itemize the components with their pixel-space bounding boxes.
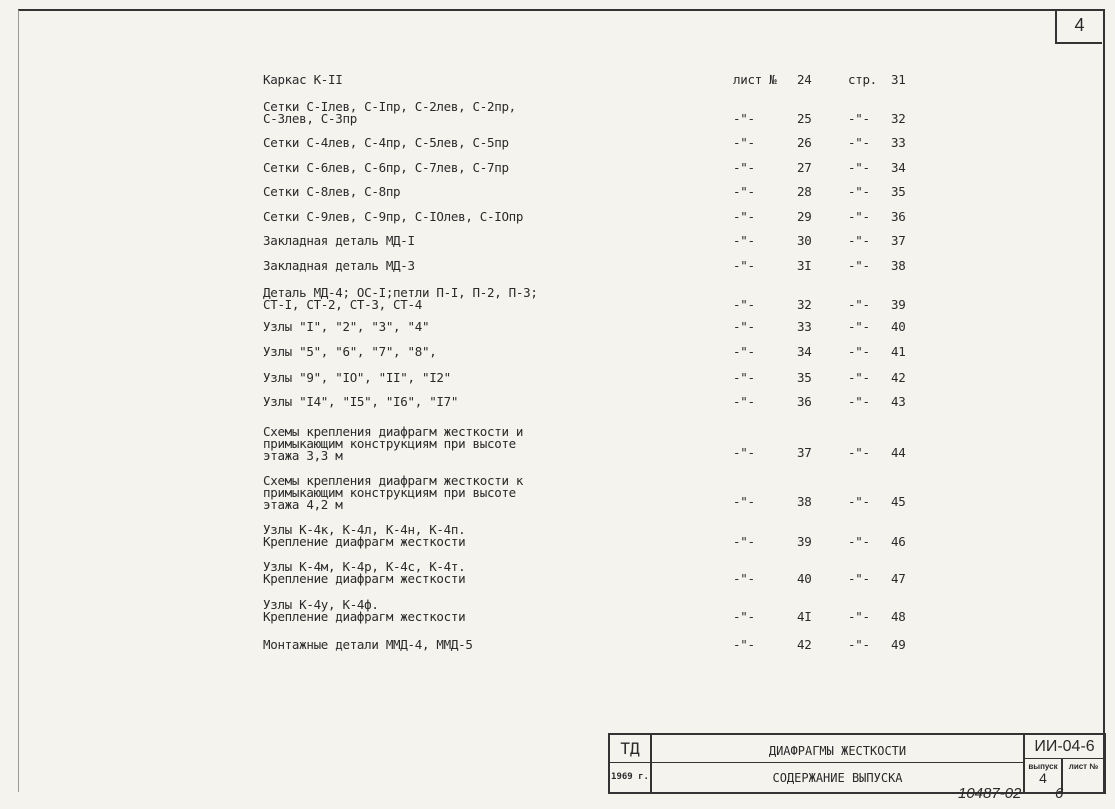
page-number-ref: 46 [891, 534, 906, 549]
row-title-line: Узлы "I", "2", "3", "4" [263, 319, 430, 334]
row-title-line: Схемы крепления диафрагм жесткости и [263, 424, 524, 439]
page-number-ref: 43 [891, 394, 906, 409]
sheet-label: лист № [733, 72, 777, 87]
sheet-label: лист № [1068, 762, 1099, 771]
contents-row [263, 524, 963, 548]
sheet-number: 35 [797, 370, 812, 385]
row-title-line: Крепление диафрагм жесткости [263, 609, 466, 624]
ditto-mark: -"- [733, 319, 755, 334]
ditto-mark: -"- [848, 184, 870, 199]
page-number-ref: 31 [891, 72, 906, 87]
contents-row [263, 287, 963, 311]
row-title-line: Сетки С-6лев, С-6пр, С-7лев, С-7пр [263, 160, 509, 175]
sheet-number: 26 [797, 135, 812, 150]
contents-row [263, 101, 963, 125]
page-number-ref: 33 [891, 135, 906, 150]
title-block [608, 733, 1106, 794]
ditto-mark: -"- [733, 135, 755, 150]
archive-number: 10487-02 [958, 785, 1022, 802]
row-title-line: примыкающим конструкциям при высоте [263, 436, 516, 451]
sheet-number: 25 [797, 111, 812, 126]
contents-row [263, 639, 963, 651]
row-title-line: этажа 3,3 м [263, 448, 343, 463]
row-title-line: С-3лев, С-3пр [263, 111, 357, 126]
year: 1969 г. [610, 763, 652, 792]
page-number-ref: 38 [891, 258, 906, 273]
row-title-line: Узлы К-4к, К-4л, К-4н, К-4п. [263, 522, 466, 537]
contents-row [263, 137, 963, 149]
ditto-mark: -"- [733, 160, 755, 175]
page-number-ref: 35 [891, 184, 906, 199]
ditto-mark: -"- [733, 111, 755, 126]
sheet-number: 28 [797, 184, 812, 199]
page-number: 4 [1055, 9, 1102, 44]
sheet-number: 33 [797, 319, 812, 334]
page-number-ref: 44 [891, 445, 906, 460]
contents-row [263, 260, 963, 272]
page-number-ref: 34 [891, 160, 906, 175]
issue-number: 4 [1039, 770, 1047, 786]
contents-row [263, 475, 963, 511]
sheet-number: 36 [797, 394, 812, 409]
ditto-mark: -"- [848, 609, 870, 624]
sheet-number: 3I [797, 258, 812, 273]
ditto-mark: -"- [848, 637, 870, 652]
ditto-mark: -"- [848, 297, 870, 312]
ditto-mark: -"- [733, 571, 755, 586]
ditto-mark: -"- [848, 370, 870, 385]
ditto-mark: -"- [733, 370, 755, 385]
row-title-line: Деталь МД-4; ОС-I;петли П-I, П-2, П-3; [263, 285, 538, 300]
document-title: ДИАФРАГМЫ ЖЕСТКОСТИ [652, 735, 1025, 763]
sheet-number: 30 [797, 233, 812, 248]
ditto-mark: -"- [848, 571, 870, 586]
sheet-number: 40 [797, 571, 812, 586]
row-title-line: Сетки С-4лев, С-4пр, С-5лев, С-5пр [263, 135, 509, 150]
ditto-mark: -"- [848, 111, 870, 126]
row-title-line: Каркас К-II [263, 72, 343, 87]
ditto-mark: -"- [848, 534, 870, 549]
row-title-line: Закладная деталь МД-I [263, 233, 415, 248]
row-title-line: Схемы крепления диафрагм жесткости к [263, 473, 524, 488]
sheet-number: 38 [797, 494, 812, 509]
contents-row [263, 162, 963, 174]
row-title-line: Узлы К-4у, К-4ф. [263, 597, 379, 612]
ditto-mark: -"- [848, 445, 870, 460]
contents-row [263, 396, 963, 408]
sheet-number: 37 [797, 445, 812, 460]
ditto-mark: -"- [733, 184, 755, 199]
page-number-ref: 47 [891, 571, 906, 586]
page-number-ref: 36 [891, 209, 906, 224]
ditto-mark: -"- [733, 297, 755, 312]
sheet-number: 27 [797, 160, 812, 175]
page-number-ref: 42 [891, 370, 906, 385]
sheet-number: 32 [797, 297, 812, 312]
contents-row [263, 74, 963, 86]
ditto-mark: -"- [848, 233, 870, 248]
row-title-line: примыкающим конструкциям при высоте [263, 485, 516, 500]
row-title-line: Сетки С-8лев, С-8пр [263, 184, 401, 199]
ditto-mark: -"- [848, 344, 870, 359]
ditto-mark: -"- [848, 494, 870, 509]
document-subtitle: СОДЕРЖАНИЕ ВЫПУСКА [652, 763, 1025, 792]
page-number-ref: 39 [891, 297, 906, 312]
sheet-number: 42 [797, 637, 812, 652]
page-number-ref: 45 [891, 494, 906, 509]
ditto-mark: -"- [733, 233, 755, 248]
row-title-line: Закладная деталь МД-3 [263, 258, 415, 273]
ditto-mark: -"- [733, 609, 755, 624]
ditto-mark: -"- [848, 160, 870, 175]
page-number-ref: 48 [891, 609, 906, 624]
sheet-number: 24 [797, 72, 812, 87]
sheet-number: 39 [797, 534, 812, 549]
row-title-line: этажа 4,2 м [263, 497, 343, 512]
ditto-mark: -"- [733, 534, 755, 549]
row-title-line: Монтажные детали ММД-4, ММД-5 [263, 637, 473, 652]
row-title-line: Узлы "I4", "I5", "I6", "I7" [263, 394, 459, 409]
issue-label: выпуск [1028, 762, 1058, 771]
ditto-mark: -"- [733, 344, 755, 359]
ditto-mark: -"- [848, 319, 870, 334]
page-number-ref: 49 [891, 637, 906, 652]
ditto-mark: -"- [848, 394, 870, 409]
contents-row [263, 372, 963, 384]
ditto-mark: -"- [733, 209, 755, 224]
ditto-mark: -"- [733, 494, 755, 509]
contents-row [263, 599, 963, 623]
row-title-line: СТ-I, СТ-2, СТ-3, СТ-4 [263, 297, 422, 312]
series-code: ИИ-04-6 [1025, 735, 1104, 759]
contents-row [263, 211, 963, 223]
row-title-line: Сетки С-9лев, С-9пр, С-IOлев, С-IOпр [263, 209, 524, 224]
contents-row [263, 561, 963, 585]
ditto-mark: -"- [848, 258, 870, 273]
contents-row [263, 235, 963, 247]
row-title-line: Узлы "9", "IO", "II", "I2" [263, 370, 451, 385]
ditto-mark: -"- [733, 258, 755, 273]
page-number-ref: 40 [891, 319, 906, 334]
sheet-number: 4I [797, 609, 812, 624]
ditto-mark: -"- [733, 637, 755, 652]
page-number-ref: 32 [891, 111, 906, 126]
row-title-line: Крепление диафрагм жесткости [263, 571, 466, 586]
page-number-ref: 37 [891, 233, 906, 248]
ditto-mark: -"- [848, 209, 870, 224]
ditto-mark: -"- [733, 394, 755, 409]
org-stamp: ТД [610, 735, 652, 763]
page-label: стр. [848, 72, 877, 87]
contents-row [263, 426, 963, 462]
ditto-mark: -"- [848, 135, 870, 150]
sheet-number: 29 [797, 209, 812, 224]
sheet-number: 34 [797, 344, 812, 359]
page-number-ref: 41 [891, 344, 906, 359]
contents-row [263, 346, 963, 358]
contents-row [263, 186, 963, 198]
row-title-line: Узлы К-4м, К-4р, К-4с, К-4т. [263, 559, 466, 574]
ditto-mark: -"- [733, 445, 755, 460]
row-title-line: Крепление диафрагм жесткости [263, 534, 466, 549]
sheet-number: 6 [1055, 785, 1064, 802]
contents-row [263, 321, 963, 333]
row-title-line: Узлы "5", "6", "7", "8", [263, 344, 437, 359]
row-title-line: Сетки С-Iлев, С-Iпр, С-2лев, С-2пр, [263, 99, 516, 114]
